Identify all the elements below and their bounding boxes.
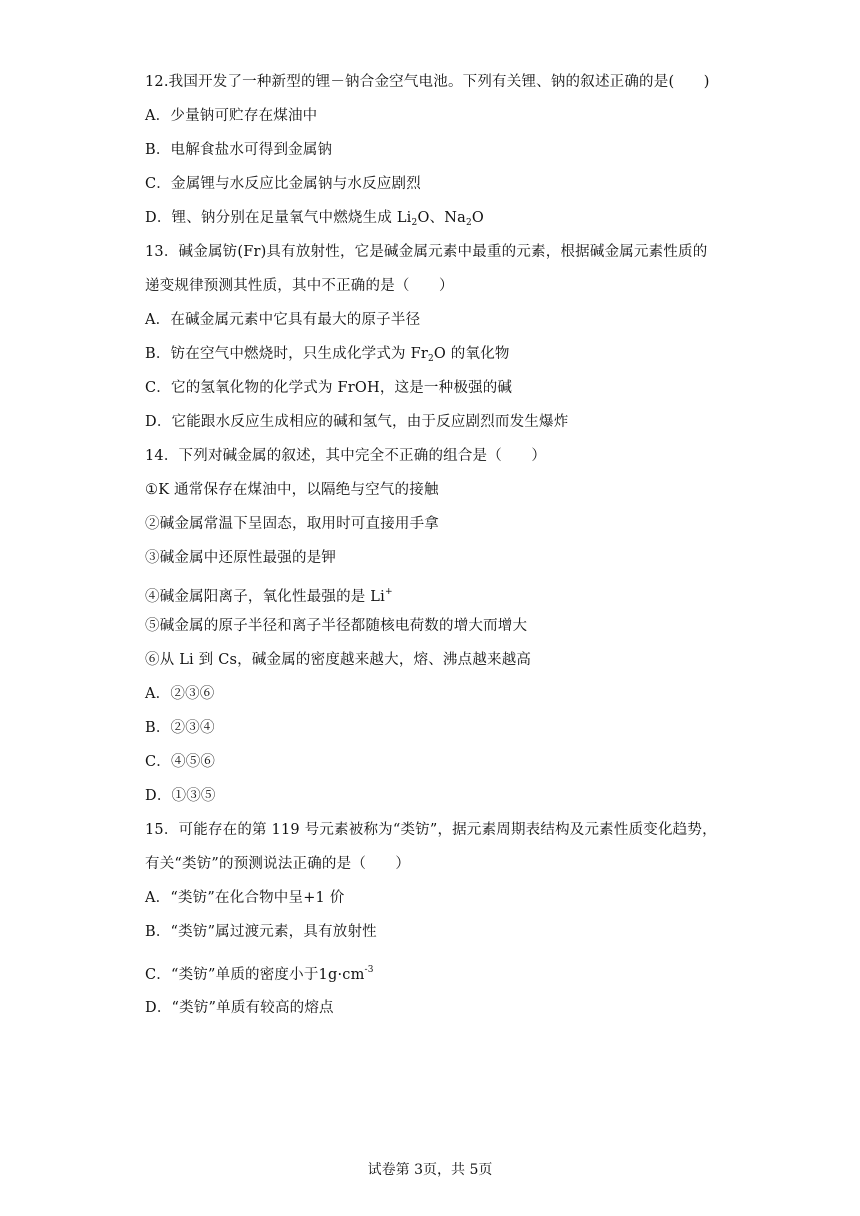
q15-option-c-unit: 1g·cm — [318, 967, 365, 983]
q12-option-b: B．电解食盐水可得到金属钠 — [145, 142, 333, 158]
q13-option-b — [145, 344, 510, 369]
q12-option-a: A．少量钠可贮存在煤油中 — [145, 108, 318, 124]
q15-option-c — [145, 960, 374, 985]
q12-option-d-text2: O、Na — [417, 210, 466, 226]
q13-option-a: A．在碱金属元素中它具有最大的原子半径 — [145, 312, 421, 328]
q14-statement-2: ②碱金属常温下呈固态，取用时可直接用手拿 — [145, 516, 439, 532]
q14-option-c: C．④⑤⑥ — [145, 754, 216, 770]
q12-stem: 12.我国开发了一种新型的锂－钠合金空气电池。下列有关锂、钠的叙述正确的是( ) — [145, 74, 710, 90]
q15-stem-line2: 有关“类钫”的预测说法正确的是（ ） — [145, 856, 411, 872]
q13-option-d: D．它能跟水反应生成相应的碱和氢气，由于反应剧烈而发生爆炸 — [145, 414, 569, 430]
q12-option-d-sub2: 2 — [465, 218, 472, 228]
q13-stem-line2: 递变规律预测其性质，其中不正确的是（ ） — [145, 278, 454, 294]
q13-option-b-sub: 2 — [427, 354, 434, 364]
q14-statement-6: ⑥从 Li 到 Cs，碱金属的密度越来越大，熔、沸点越来越高 — [145, 652, 532, 668]
page-footer: 试卷第 3页，共 5页 — [367, 1162, 493, 1178]
q14-statement-1: ①K 通常保存在煤油中，以隔绝与空气的接触 — [145, 482, 439, 498]
q13-stem-line1: 13．碱金属钫(Fr)具有放射性，它是碱金属元素中最重的元素，根据碱金属元素性质的 — [145, 244, 708, 260]
q15-option-c-sup: -3 — [364, 965, 374, 975]
q15-stem-line1: 15．可能存在的第 119 号元素被称为“类钫”，据元素周期表结构及元素性质变化趋势， — [145, 822, 717, 838]
q14-statement-4-sup: + — [384, 587, 393, 597]
q12-option-d — [145, 208, 484, 233]
q14-statement-5: ⑤碱金属的原子半径和离子半径都随核电荷数的增大而增大 — [145, 618, 528, 634]
q14-option-a: A．②③⑥ — [145, 686, 215, 702]
q15-option-c-text: C．“类钫”单质的密度小于 — [145, 967, 319, 983]
q14-option-b: B．②③④ — [145, 720, 215, 736]
q12-option-c: C．金属锂与水反应比金属钠与水反应剧烈 — [145, 176, 421, 192]
q15-option-a: A．“类钫”在化合物中呈+1 价 — [145, 890, 345, 906]
q13-option-c: C．它的氢氧化物的化学式为 FrOH，这是一种极强的碱 — [145, 380, 513, 396]
q12-option-d-text1: D．锂、钠分别在足量氧气中燃烧生成 Li — [145, 210, 412, 226]
q12-option-d-sub1: 2 — [411, 218, 418, 228]
q14-statement-4-text: ④碱金属阳离子，氧化性最强的是 Li — [145, 589, 385, 605]
q12-option-d-text3: O — [471, 210, 484, 226]
q14-statement-4 — [145, 582, 393, 607]
q14-stem: 14．下列对碱金属的叙述，其中完全不正确的组合是（ ） — [145, 448, 547, 464]
q15-option-d: D．“类钫”单质有较高的熔点 — [145, 1000, 334, 1016]
q13-option-b-text2: O 的氧化物 — [433, 346, 510, 362]
q13-option-b-text1: B．钫在空气中燃烧时，只生成化学式为 Fr — [145, 346, 428, 362]
q14-statement-3: ③碱金属中还原性最强的是钾 — [145, 550, 337, 566]
q14-option-d: D．①③⑤ — [145, 788, 216, 804]
q15-option-b: B．“类钫”属过渡元素，具有放射性 — [145, 924, 377, 940]
